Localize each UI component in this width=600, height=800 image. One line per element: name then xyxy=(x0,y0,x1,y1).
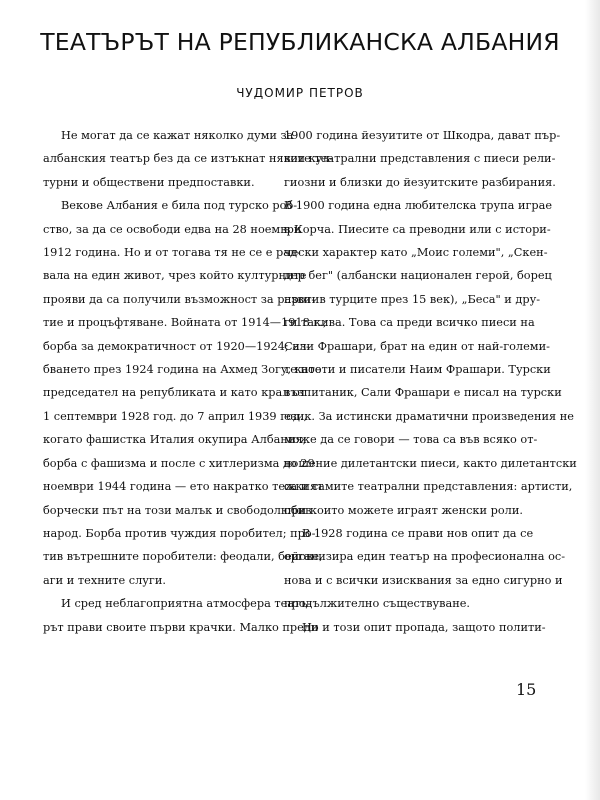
text-line: бването през 1924 година на Ахмед Зогу, като xyxy=(43,363,322,377)
text-line: при които можете играят женски роли. xyxy=(284,503,523,517)
text-line: прояви да са получили възможност за разви- xyxy=(43,292,316,306)
text-line: ги такива. Това са преди всичко пиеси на xyxy=(284,316,535,330)
text-line: турни и обществени предпоставки. xyxy=(43,175,255,189)
text-line: В 1928 година се прави нов опит да се xyxy=(302,526,534,540)
text-line: нова и с всички изисквания за едно сигурно и xyxy=(284,573,563,587)
text-line: вала на един живот, чрез който културните xyxy=(43,269,307,283)
text-line: борба за демократичност от 1920—1924; из- xyxy=(43,339,310,353)
text-line: Но и този опит пропада, защото полити- xyxy=(302,620,546,634)
text-line: те поети и писатели Наим Фрашари. Турски xyxy=(284,363,551,377)
text-line: против турците през 15 век), „Беса" и дру- xyxy=(284,292,541,306)
text-line: дер бег" (албански национален герой, борец xyxy=(284,269,552,283)
article-title: ТЕАТЪРЪТ НА РЕПУБЛИКАНСКА АЛБАНИЯ xyxy=(40,28,560,56)
left-text-column xyxy=(43,124,334,639)
text-line: народ. Борба против чуждия поробител; про- xyxy=(43,526,316,540)
article-author: ЧУДОМИР ПЕТРОВ xyxy=(236,86,364,100)
text-line: И сред неблагоприятна атмосфера театъ- xyxy=(61,597,312,611)
text-line: език. За истински драматични произведения не xyxy=(284,409,574,423)
text-line: тив вътрешните поробители: феодали, бейове, xyxy=(43,550,323,564)
right-text-column xyxy=(284,124,577,639)
text-line: Векове Албания е била под турско роб- xyxy=(61,199,298,213)
text-line: са и самите театрални представления: артисти, xyxy=(284,480,573,494)
text-line: 1912 година. Но и от тогава тя не се е рад- xyxy=(43,246,301,260)
text-line: продължително съществуване. xyxy=(284,597,471,611)
text-line: организира един театър на професионална ос- xyxy=(284,550,566,564)
text-line: ноември 1944 година — ето накратко тежкият xyxy=(43,480,324,494)
text-line: чески характер като „Моис големи", „Скен- xyxy=(284,246,548,260)
text-line: Не могат да се кажат няколко думи за xyxy=(61,129,294,142)
text-line: рът прави своите първи крачки. Малко преди xyxy=(43,620,319,634)
text-line: гиозни и близки до йезуитските разбирания. xyxy=(284,175,556,189)
text-line: може да се говори — това са във всяко от- xyxy=(284,433,538,447)
text-line: в Корча. Пиесите са преводни или с истори- xyxy=(284,222,551,236)
text-line: борба с фашизма и после с хитлеризма до 29 xyxy=(43,456,315,470)
text-line: 1900 година йезуитите от Шкодра, дават пър- xyxy=(284,129,561,142)
scan-edge-shadow xyxy=(585,0,600,800)
text-line: В 1900 година една любителска трупа играе xyxy=(284,199,553,213)
text-line: председател на републиката и като крал от xyxy=(43,386,307,400)
text-line: аги и техните слуги. xyxy=(43,573,166,587)
text-line: борчески път на този малък и свободолюбив xyxy=(43,503,312,517)
text-line: ношение дилетантски пиеси, както дилетантски xyxy=(284,456,577,470)
text-line: тие и процъфтяване. Войната от 1914—1918 г.; xyxy=(43,316,327,330)
text-line: албанския театър без да се изтъкнат някои кул- xyxy=(43,152,334,166)
text-line: ство, за да се освободи едва на 28 ноември xyxy=(43,222,302,236)
page-number: 15 xyxy=(516,680,537,699)
text-line: Сали Фрашари, брат на един от най-големи- xyxy=(284,339,550,353)
text-line: вите театрални представления с пиеси рели- xyxy=(284,152,556,166)
text-line: 1 септември 1928 год. до 7 април 1939 год., xyxy=(43,409,308,423)
text-line: възпитаник, Сали Фрашари е писал на турски xyxy=(284,386,562,400)
text-line: когато фашистка Италия окупира Албания; xyxy=(43,433,307,447)
